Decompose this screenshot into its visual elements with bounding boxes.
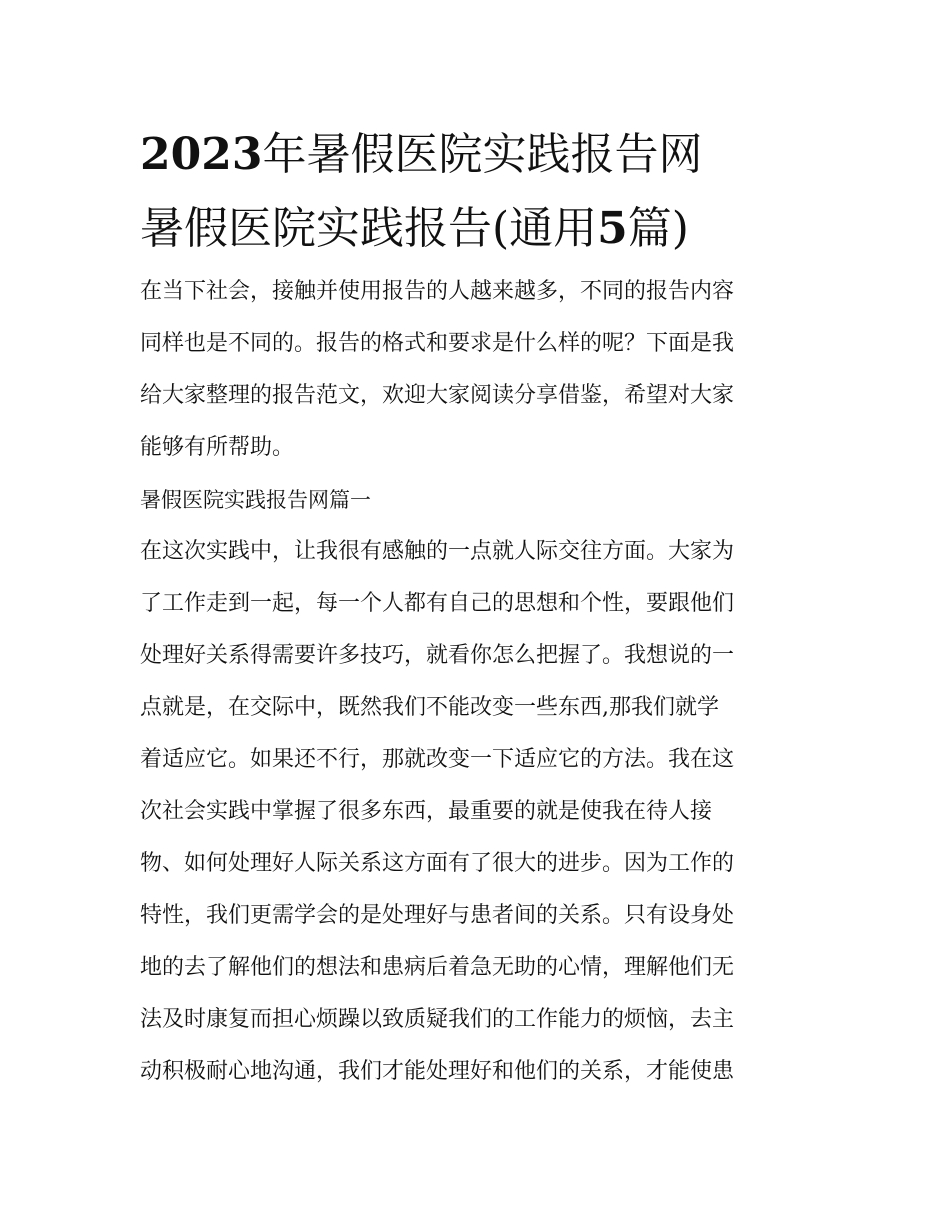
body-line: 动积极耐心地沟通，我们才能处理好和他们的关系，才能使患 — [140, 1059, 735, 1084]
body-line: 了工作走到一起，每一个人都有自己的思想和个性，要跟他们 — [140, 591, 735, 616]
body-line: 物、如何处理好人际关系这方面有了很大的进步。因为工作的 — [140, 851, 735, 876]
title-line-2 — [140, 192, 820, 266]
body-paragraph — [140, 526, 820, 1098]
document-title — [140, 118, 820, 266]
title-count: 5 — [597, 203, 628, 254]
body-line: 在这次实践中，让我很有感触的一点就人际交往方面。大家为 — [140, 539, 735, 564]
intro-paragraph — [140, 266, 820, 474]
body-line: 次社会实践中掌握了很多东西，最重要的就是使我在待人接 — [140, 799, 713, 824]
intro-line: 在当下社会，接触并使用报告的人越来越多，不同的报告内容 — [140, 279, 735, 304]
title-line-1-text: 年暑假医院实践报告网 — [262, 129, 703, 180]
body-line: 地的去了解他们的想法和患病后着急无助的心情，理解他们无 — [140, 955, 735, 980]
title-year: 2023 — [140, 129, 263, 180]
title-line-2-text-a: 暑假医院实践报告(通用 — [140, 203, 598, 254]
body-line: 处理好关系得需要许多技巧，就看你怎么把握了。我想说的一 — [140, 643, 735, 668]
body-line: 特性，我们更需学会的是处理好与患者间的关系。只有设身处 — [140, 903, 735, 928]
title-line-1 — [140, 118, 820, 192]
body-line: 法及时康复而担心烦躁以致质疑我们的工作能力的烦恼，去主 — [140, 1007, 735, 1032]
intro-line: 同样也是不同的。报告的格式和要求是什么样的呢？下面是我 — [140, 331, 735, 356]
title-line-2-text-b: 篇) — [627, 203, 689, 254]
document-page — [140, 118, 820, 1098]
section-heading: 暑假医院实践报告网篇一 — [140, 488, 371, 512]
intro-line: 给大家整理的报告范文，欢迎大家阅读分享借鉴，希望对大家 — [140, 383, 735, 408]
body-line: 着适应它。如果还不行，那就改变一下适应它的方法。我在这 — [140, 747, 735, 772]
intro-line: 能够有所帮助。 — [140, 435, 295, 460]
body-line: 点就是，在交际中，既然我们不能改变一些东西,那我们就学 — [140, 695, 719, 720]
